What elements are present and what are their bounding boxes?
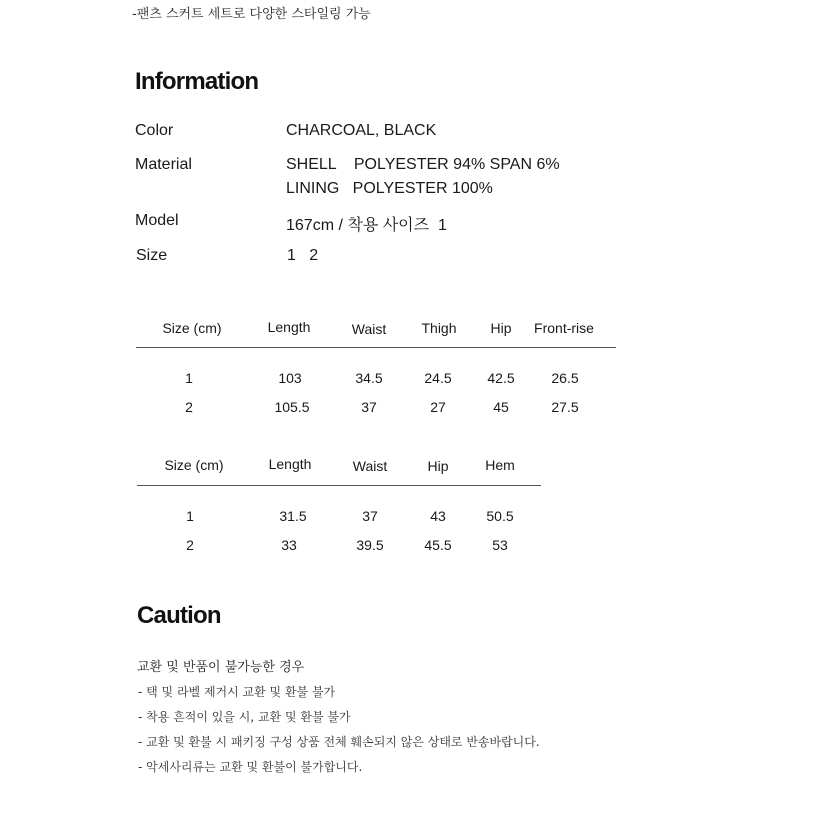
table-cell: 2 bbox=[186, 537, 194, 553]
table-cell: 27 bbox=[430, 399, 446, 415]
caution-item: - 택 및 라벨 제거시 교환 및 환불 불가 bbox=[138, 685, 336, 699]
table-header-cell: Waist bbox=[352, 458, 388, 474]
caution-item: - 교환 및 환불 시 패키징 구성 상품 전체 훼손되지 않은 상태로 반송바랍니다. bbox=[138, 735, 540, 749]
table-header-cell: Length bbox=[268, 456, 312, 472]
table-header-cell: Waist bbox=[351, 321, 387, 337]
table-cell: 1 bbox=[186, 508, 194, 524]
table-cell: 2 bbox=[185, 399, 193, 415]
information-heading: Information bbox=[135, 68, 259, 95]
info-value-material-shell: SHELL POLYESTER 94% SPAN 6% bbox=[286, 156, 560, 173]
table-header-cell: Thigh bbox=[421, 320, 457, 336]
table-cell: 45.5 bbox=[424, 537, 452, 553]
table-cell: 1 bbox=[185, 370, 193, 386]
table-header-cell: Hip bbox=[427, 458, 449, 474]
table-cell: 45 bbox=[493, 399, 509, 415]
table-cell: 34.5 bbox=[355, 370, 383, 386]
table-cell: 24.5 bbox=[424, 370, 452, 386]
table-cell: 37 bbox=[361, 399, 377, 415]
caution-item: - 악세사리류는 교환 및 환불이 불가합니다. bbox=[138, 760, 363, 774]
table-header-cell: Size (cm) bbox=[164, 457, 224, 473]
table-divider bbox=[137, 485, 541, 486]
table-cell: 33 bbox=[281, 537, 297, 553]
table-header-cell: Hip bbox=[490, 320, 512, 336]
table-cell: 39.5 bbox=[356, 537, 384, 553]
info-value-model: 167cm / 착용 사이즈 1 bbox=[286, 217, 447, 234]
info-label-model: Model bbox=[135, 212, 179, 229]
caution-heading: Caution bbox=[137, 602, 221, 629]
table-cell: 103 bbox=[278, 370, 302, 386]
table-header-cell: Hem bbox=[485, 457, 515, 473]
table-cell: 105.5 bbox=[274, 399, 310, 415]
table-cell: 53 bbox=[492, 537, 508, 553]
caution-title: 교환 및 반품이 불가능한 경우 bbox=[137, 660, 305, 675]
info-label-material: Material bbox=[135, 156, 192, 173]
info-label-color: Color bbox=[135, 122, 174, 139]
info-value-size: 1 2 bbox=[287, 247, 319, 264]
info-value-color: CHARCOAL, BLACK bbox=[286, 122, 437, 139]
table-cell: 31.5 bbox=[279, 508, 307, 524]
table-cell: 27.5 bbox=[551, 399, 579, 415]
table-header-cell: Front-rise bbox=[534, 320, 594, 336]
table-header-cell: Size (cm) bbox=[162, 320, 222, 336]
table-cell: 50.5 bbox=[486, 508, 514, 524]
caution-item: - 착용 흔적이 있을 시, 교환 및 환불 불가 bbox=[138, 710, 351, 724]
table-cell: 43 bbox=[430, 508, 446, 524]
styling-note: -팬츠 스커트 세트로 다양한 스타일링 가능 bbox=[132, 7, 371, 22]
table-cell: 42.5 bbox=[487, 370, 515, 386]
info-label-size: Size bbox=[136, 247, 168, 264]
table-header-cell: Length bbox=[267, 319, 311, 335]
info-value-material-lining: LINING POLYESTER 100% bbox=[286, 180, 493, 197]
table-cell: 37 bbox=[362, 508, 378, 524]
table-cell: 26.5 bbox=[551, 370, 579, 386]
